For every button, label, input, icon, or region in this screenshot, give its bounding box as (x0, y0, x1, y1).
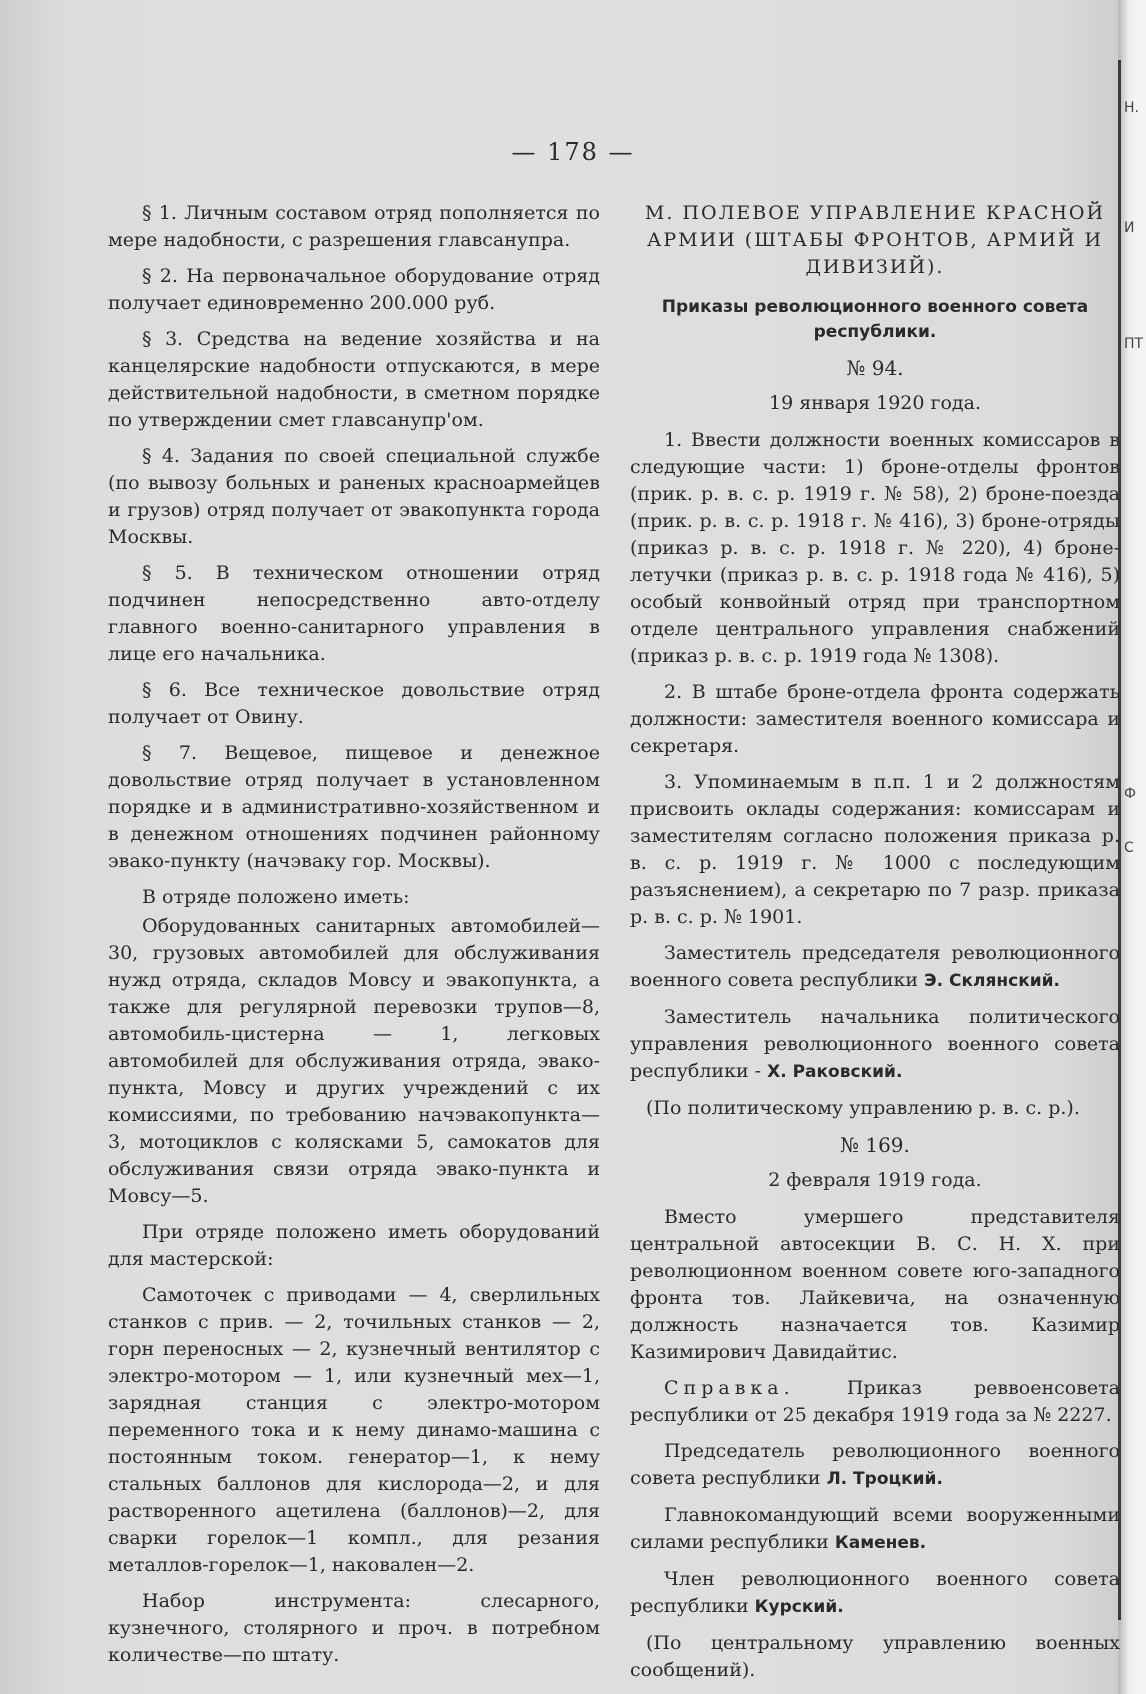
paragraph-s2: § 2. На первоначальное оборудование отряд получает единовременно 200.000 руб. (108, 265, 600, 314)
order-paragraph: Вместо умершего представителя центральной автосекции В. С. Н. Х. при революционном военном совете юго-западного фронта тов. Лайкевича, на означенную должность назначается тов. Казимир Казимирович Давидайтис. (630, 1206, 1120, 1363)
page-number: — 178 — (511, 138, 635, 166)
signature-title: Заместитель председателя революционного военного совета республики (630, 942, 1120, 991)
order-number: № 169. (840, 1133, 910, 1157)
signature-title: Главнокомандующий всеми вооруженными силами республики (630, 1504, 1120, 1553)
left-column (108, 200, 600, 1678)
paragraph-s7: § 7. Вещевое, пищевое и денежное довольствие отряд получает в установленном порядке и в административно-хозяйственном и в денежном отношениях подчинен районному эвако-пункту (начэваку гор. Москвы). (108, 742, 600, 872)
signature-block (630, 1004, 1120, 1086)
paragraph-vehicles: Оборудованных санитарных автомобилей—30, грузовых автомобилей для обслуживания нужд отряда, складов Мовсу и эвакопункта, а также для регулярной перевозки трупов—8, автомобиль-цистерна — 1, легковых автомобилей для обслуживания отряда, эвако-пункта, Мовсу и других учреждений с их комиссиями, по требованию начэвакопункта—3, мотоциклов с колясками 5, самокатов для обслуживания связи отряда эвако-пункта и Мовсу—5. (108, 915, 600, 1207)
order-date: 2 февраля 1919 года. (768, 1169, 982, 1191)
margin-mark: Ф (1124, 786, 1137, 802)
margin-mark: ПТ (1124, 336, 1144, 352)
paragraph-s6: § 6. Все техническое довольствие отряд получает от Овину. (108, 679, 600, 728)
signature-name: Курский. (754, 1597, 844, 1617)
order-date: 19 января 1920 года. (769, 392, 981, 414)
order-paragraph: 2. В штабе броне-отдела фронта содержать должности: заместителя военного комиссара и секретаря. (630, 681, 1120, 757)
orders-title: Приказы революционного военного совета республики. (661, 297, 1089, 342)
reference-text: Приказ реввоенсовета республики от 25 декабря 1919 года за № 2227. (630, 1377, 1120, 1426)
order-paragraph: 3. Упоминаемым в п.п. 1 и 2 должностям присвоить оклады содержания: комиссарам и заместителям согласно положения приказа р. в. с. р. 1919 г. № 1000 с последующим разъяснением), а секретарю по 7 разр. приказа р. в. с. р. № 1901. (630, 771, 1120, 928)
order-source: (По центральному управлению военных сообщений). (630, 1632, 1120, 1681)
paragraph-s5: § 5. В техническом отношении отряд подчинен непосредственно авто-отделу главного военно-санитарного управления в лице его начальника. (108, 562, 600, 665)
order-source: (По политическому управлению р. в. с. р.). (646, 1097, 1080, 1119)
signature-block (630, 940, 1120, 995)
paragraph-tools: Набор инструмента: слесарного, кузнечного, столярного и проч. в потребном количестве—по штату. (108, 1590, 600, 1666)
margin-mark: Н. (1124, 100, 1139, 116)
margin-mark: С (1124, 840, 1134, 856)
signature-name: Э. Склянский. (924, 971, 1061, 991)
paragraph-workshop-intro: При отряде положено иметь оборудований для мастерской: (108, 1221, 600, 1270)
paragraph-s3: § 3. Средства на ведение хозяйства и на канцелярские надобности отпускаются, в мере действительной надобности, в сметном порядке по утверждении смет главсанупр'ом. (108, 328, 600, 431)
signature-name: Л. Троцкий. (826, 1469, 943, 1489)
section-title: M. ПОЛЕВОЕ УПРАВЛЕНИЕ КРАСНОЙ АРМИИ (ШТАБЫ ФРОНТОВ, АРМИЙ И ДИВИЗИЙ). (644, 202, 1106, 278)
signature-name: Каменев. (834, 1533, 927, 1553)
signature-title: Член революционного военного совета республики (630, 1568, 1120, 1617)
signature-block (630, 1566, 1120, 1621)
paragraph-intro: В отряде положено иметь: (142, 886, 410, 908)
signature-block (630, 1502, 1120, 1557)
paragraph-s4: § 4. Задания по своей специальной службе (по вывозу больных и раненых красноармейцев и грузов) отряд получает от эвакопункта города Москвы. (108, 445, 600, 548)
order-paragraph: 1. Ввести должности военных комиссаров в следующие части: 1) броне-отделы фронтов (прик. р. в. с. р. 1919 г. № 58), 2) броне-поезда (прик. р. в. с. р. 1918 г. № 416), 3) броне-отряды (приказ р. в. с. р. 1918 г. № 220), 4) броне-летучки (приказ р. в. с. р. 1918 года № 416), 5) особый конвойный отряд при транспортном отделе центрального управления снабжений (приказ р. в. с. р. 1919 года № 1308). (630, 429, 1120, 667)
right-column (630, 200, 1120, 1693)
signature-name: Х. Раковский. (767, 1062, 903, 1082)
order-number: № 94. (846, 356, 904, 380)
reference-block (630, 1375, 1120, 1429)
signature-title: Председатель революционного военного совета республики (630, 1440, 1120, 1489)
signature-title: Заместитель начальника политического управления революционного военного совета республики - (630, 1006, 1120, 1082)
margin-mark: И (1124, 220, 1135, 236)
reference-label: Справка. (664, 1377, 795, 1399)
paragraph-equipment: Самоточек с приводами — 4, сверлильных станков с прив. — 2, точильных станков — 2, горн переносных — 2, кузнечный вентилятор с электро-мотором — 1, или кузнечный мех—1, зарядная станция с электро-мотором переменного тока и к нему динамо-машина с постоянным током. генератор—1, к нему стальных баллонов для кислорода—2, и для растворенного ацетилена (баллонов)—2, для сварки горелок—1 компл., для резания металлов-горелок—1, наковален—2. (108, 1284, 600, 1576)
signature-block (630, 1438, 1120, 1493)
paragraph-s1: § 1. Личным составом отряд пополняется по мере надобности, с разрешения главсанупра. (108, 202, 600, 251)
